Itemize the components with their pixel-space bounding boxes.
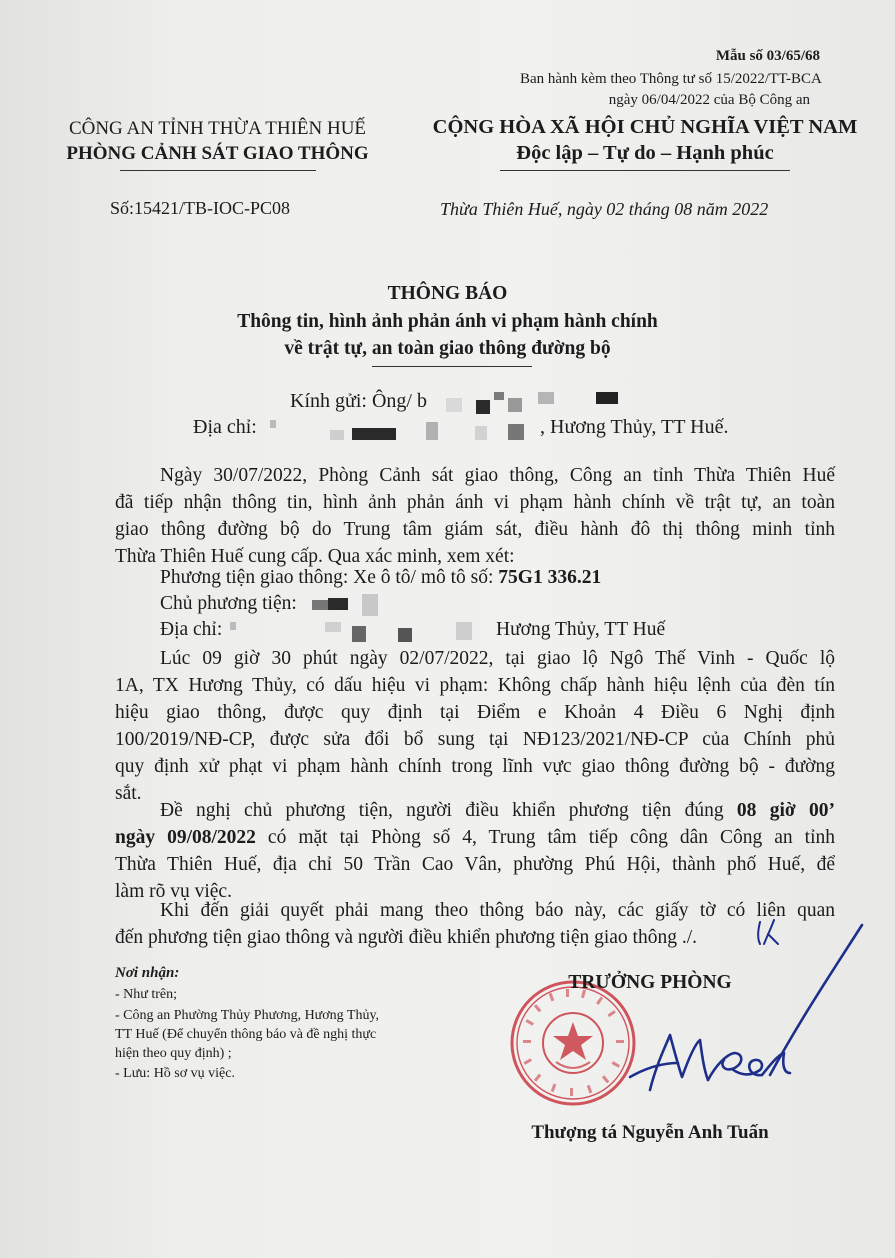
redacted-address (270, 418, 532, 440)
owner-address-label: Địa chỉ: (160, 619, 223, 640)
summons-text: có mặt tại Phòng số 4, Trung tâm tiếp công dân Công an tỉnh (255, 827, 835, 848)
paragraph-violation (115, 645, 835, 807)
form-issued-line-1: Ban hành kèm theo Thông tư số 15/2022/TT-BCA (520, 71, 822, 87)
handwritten-initials-icon (752, 916, 782, 948)
text-line: quy định xử phạt vi phạm hành chính trong lĩnh vực giao thông đường bộ - đường (115, 756, 835, 777)
text-line: 100/2019/NĐ-CP, được sửa đổi bổ sung tại NĐ123/2021/NĐ-CP của Chính phủ (115, 729, 835, 750)
text-line: hiệu giao thông, được quy định tại Điểm e Khoản 4 Điều 6 Nghị định (115, 702, 835, 723)
agency-underline (120, 170, 316, 171)
text-line: làm rõ vụ việc. (115, 881, 232, 902)
document-subtitle-line-2: về trật tự, an toàn giao thông đường bộ (284, 338, 611, 359)
document-title: THÔNG BÁO (387, 283, 508, 304)
text-line (115, 797, 835, 824)
text-line: sắt. (115, 783, 142, 804)
nation-line-1: CỘNG HÒA XÃ HỘI CHỦ NGHĨA VIỆT NAM (432, 116, 858, 138)
vehicle-line (160, 567, 601, 589)
signer-name: Thượng tá Nguyễn Anh Tuấn (531, 1122, 769, 1143)
text-line: Thừa Thiên Huế, địa chỉ 50 Trần Cao Vân, phường Phú Hội, thành phố Huế, để (115, 854, 835, 875)
vehicle-label: Phương tiện giao thông: Xe ô tô/ mô tô số: (160, 567, 499, 588)
recipient-greeting: Kính gửi: Ông/ b (290, 390, 427, 412)
redacted-owner-address (230, 620, 492, 642)
summons-date: ngày 09/08/2022 (115, 827, 256, 848)
owner-address-tail: Hương Thủy, TT Huế (496, 619, 666, 640)
nation-underline (500, 170, 790, 171)
agency-line-1: CÔNG AN TỈNH THỪA THIÊN HUẾ (68, 118, 367, 139)
form-issued-line-2: ngày 06/04/2022 của Bộ Công an (608, 92, 810, 108)
agency-line-2: PHÒNG CẢNH SÁT GIAO THÔNG (66, 143, 369, 164)
recipient-item: - Như trên; (115, 987, 178, 1002)
paragraph-receipt (115, 462, 835, 570)
text-line: giao thông đường bộ do Trung tâm giám sát, điều hành đô thị thông minh tỉnh (115, 519, 835, 540)
text-line (115, 824, 835, 851)
text-line: Ngày 30/07/2022, Phòng Cảnh sát giao thông, Công an tỉnh Thừa Thiên Huế (160, 465, 835, 486)
recipient-item: hiện theo quy định) ; (115, 1046, 232, 1061)
recipient-address-label: Địa chỉ: (193, 416, 257, 438)
recipient-item: - Lưu: Hồ sơ vụ việc. (115, 1066, 235, 1081)
recipients-title: Nơi nhận: (115, 965, 180, 981)
text-line: 1A, TX Hương Thủy, có dấu hiệu vi phạm: Không chấp hành hiệu lệnh của đèn tín (115, 675, 835, 696)
vehicle-plate: 75G1 336.21 (498, 567, 602, 588)
text-line: Thừa Thiên Huế cung cấp. Qua xác minh, xem xét: (115, 546, 515, 567)
text-line: đã tiếp nhận thông tin, hình ảnh phản ánh vi phạm hành chính về trật tự, an toàn (115, 492, 835, 513)
document-number: Số:15421/TB-IOC-PC08 (110, 198, 291, 218)
text-line: đến phương tiện giao thông và người điều khiển phương tiện giao thông ./. (115, 927, 698, 948)
document-date: Thừa Thiên Huế, ngày 02 tháng 08 năm 2022 (440, 199, 769, 219)
recipient-item: - Công an Phường Thủy Phương, Hương Thủy, (115, 1008, 380, 1023)
form-code: Mẫu số 03/65/68 (715, 48, 820, 64)
recipient-address-tail: , Hương Thủy, TT Huế. (540, 416, 729, 438)
signatory-title: TRƯỞNG PHÒNG (568, 972, 732, 993)
owner-line (160, 593, 297, 615)
nation-motto: Độc lập – Tự do – Hạnh phúc (516, 142, 774, 164)
document-subtitle-line-1: Thông tin, hình ảnh phản ánh vi phạm hành chính (237, 311, 658, 332)
summons-text: Đề nghị chủ phương tiện, người điều khiển phương tiện đúng (160, 800, 737, 821)
redacted-name (446, 392, 626, 414)
subtitle-underline (372, 366, 532, 367)
owner-address-line (160, 619, 222, 641)
handwritten-signature-icon (600, 915, 875, 1110)
summons-time: 08 giờ 00’ (736, 800, 835, 821)
paragraph-summons (115, 797, 835, 905)
text-line: Lúc 09 giờ 30 phút ngày 02/07/2022, tại giao lộ Ngô Thế Vinh - Quốc lộ (160, 648, 835, 669)
redacted-owner (312, 594, 382, 618)
text-line: Khi đến giải quyết phải mang theo thông báo này, các giấy tờ có liên quan (160, 900, 835, 921)
recipient-item: TT Huế (Để chuyển thông báo và đề nghị thực (115, 1027, 377, 1042)
owner-label: Chủ phương tiện: (160, 593, 297, 614)
